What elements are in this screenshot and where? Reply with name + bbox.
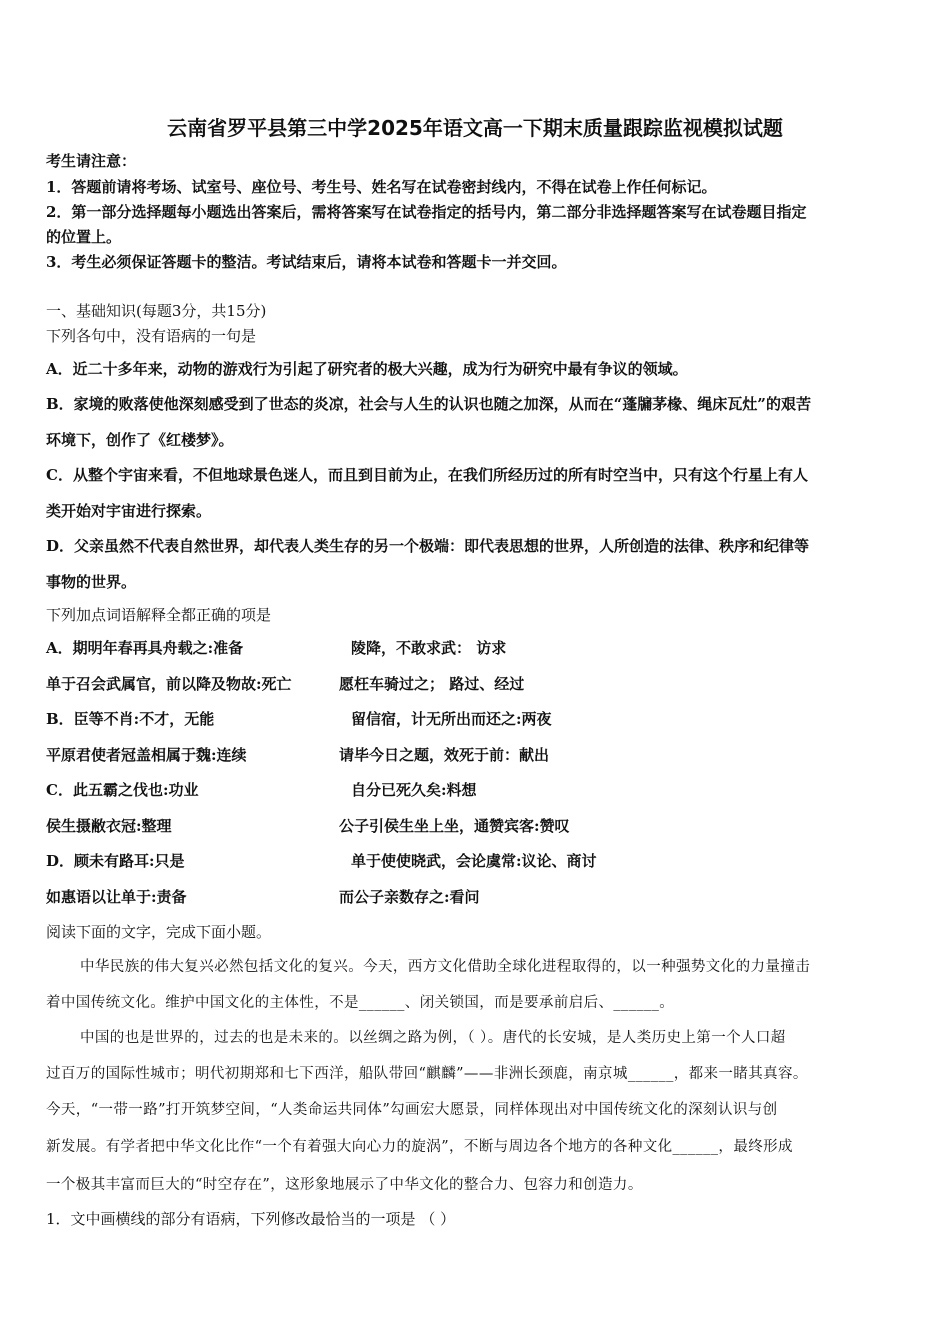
question-stem: 下列加点词语解释全都正确的项是 [46, 606, 272, 624]
q2-left: 单于召会武属官，前以降及物故:死亡 [46, 675, 292, 693]
option-b-cont: 环境下，创作了《红楼梦》。 [46, 431, 234, 449]
q2-right: 留信宿，计无所出而还之:两夜 [351, 710, 552, 728]
passage-line: 着中国传统文化。维护中国文化的主体性，不是______、闭关锁国，而是要承前启后、______。 [46, 995, 675, 1011]
option-d-cont: 事物的世界。 [46, 573, 137, 591]
passage-line: 今天，“一带一路”打开筑梦空间，“人类命运共同体”勾画宏大愿景，同样体现出对中国传统文化的深刻认识与创 [46, 1102, 778, 1118]
passage-line: 中国的也是世界的，过去的也是未来的。以丝绸之路为例，（ ）。唐代的长安城，是人类历史上第一个人口超 [80, 1030, 786, 1046]
passage-line: 中华民族的伟大复兴必然包括文化的复兴。今天，西方文化借助全球化进程取得的，以一种强势文化的力量撞击 [80, 959, 811, 975]
option-d: D．父亲虽然不代表自然世界，却代表人类生存的另一个极端：即代表思想的世界，人所创造的法律、秩序和纪律等 [46, 537, 810, 555]
q2-row [46, 851, 597, 871]
q2-left: 如惠语以让单于:责备 [46, 888, 187, 906]
notice-item: 2．第一部分选择题每小题选出答案后，需将答案写在试卷指定的括号内，第二部分非选择题答案写在试卷题目指定 [46, 203, 807, 221]
notice-heading: 考生请注意： [46, 152, 137, 170]
question-stem: 下列各句中，没有语病的一句是 [46, 327, 257, 345]
q2-row [46, 887, 480, 907]
reading-intro: 阅读下面的文字，完成下面小题。 [46, 923, 272, 941]
q2-left: A．期明年春再具舟载之:准备 [46, 639, 244, 657]
option-c: C．从整个宇宙来看，不但地球景色迷人，而且到目前为止，在我们所经历过的所有时空当中，只有这个行星上有人 [46, 466, 808, 484]
q2-right: 陵降，不敢求武： 访求 [351, 639, 507, 657]
option-b: B．家境的败落使他深刻感受到了世态的炎凉，社会与人生的认识也随之加深，从而在“蓬牖茅椽、绳床瓦灶”的艰苦 [46, 395, 811, 413]
notice-item: 1．答题前请将考场、试室号、座位号、考生号、姓名写在试卷密封线内，不得在试卷上作任何标记。 [46, 178, 717, 196]
q2-left: D．顾未有路耳:只是 [46, 852, 185, 870]
q2-left: 侯生摄敝衣冠:整理 [46, 817, 172, 835]
q2-right: 自分已死久矣:料想 [351, 781, 477, 799]
q2-row [46, 745, 550, 765]
q2-left: B．臣等不肖:不才，无能 [46, 710, 215, 728]
option-c-cont: 类开始对宇宙进行探索。 [46, 502, 212, 520]
q2-row [46, 816, 570, 836]
reading-question: 1．文中画横线的部分有语病，下列修改最恰当的一项是 （ ） [46, 1210, 456, 1228]
option-a: A．近二十多年来，动物的游戏行为引起了研究者的极大兴趣，成为行为研究中最有争议的领域。 [46, 360, 688, 378]
passage-line: 新发展。有学者把中华文化比作“一个有着强大向心力的旋涡”，不断与周边各个地方的各种文化______，最终形成 [46, 1139, 793, 1155]
notice-item: 3．考生必须保证答题卡的整洁。考试结束后，请将本试卷和答题卡一并交回。 [46, 253, 567, 271]
q2-right: 单于使使晓武，会论虞常:议论、商讨 [351, 852, 597, 870]
q2-right: 公子引侯生坐上坐，通赞宾客:赞叹 [339, 817, 570, 835]
q2-row [46, 780, 477, 800]
passage-line: 一个极其丰富而巨大的“时空存在”，这形象地展示了中华文化的整合力、包容力和创造力。 [46, 1177, 643, 1193]
q2-right: 而公子亲数存之:看问 [339, 888, 480, 906]
passage-line: 过百万的国际性城市；明代初期郑和七下西洋，船队带回“麒麟”——非洲长颈鹿，南京城______，都来一睹其真容。 [46, 1066, 808, 1082]
q2-right: 愿枉车骑过之； 路过、经过 [339, 675, 525, 693]
q2-row [46, 674, 525, 694]
notice-item: 的位置上。 [46, 228, 122, 246]
q2-left: 平原君使者冠盖相属于魏:连续 [46, 746, 247, 764]
section-heading: 一、基础知识(每题3分，共15分) [46, 302, 267, 320]
q2-row [46, 638, 507, 658]
exam-title: 云南省罗平县第三中学2025年语文高一下期末质量跟踪监视模拟试题 [167, 116, 783, 140]
q2-row [46, 709, 552, 729]
q2-right: 请毕今日之题，效死于前：献出 [339, 746, 550, 764]
q2-left: C．此五霸之伐也:功业 [46, 781, 199, 799]
